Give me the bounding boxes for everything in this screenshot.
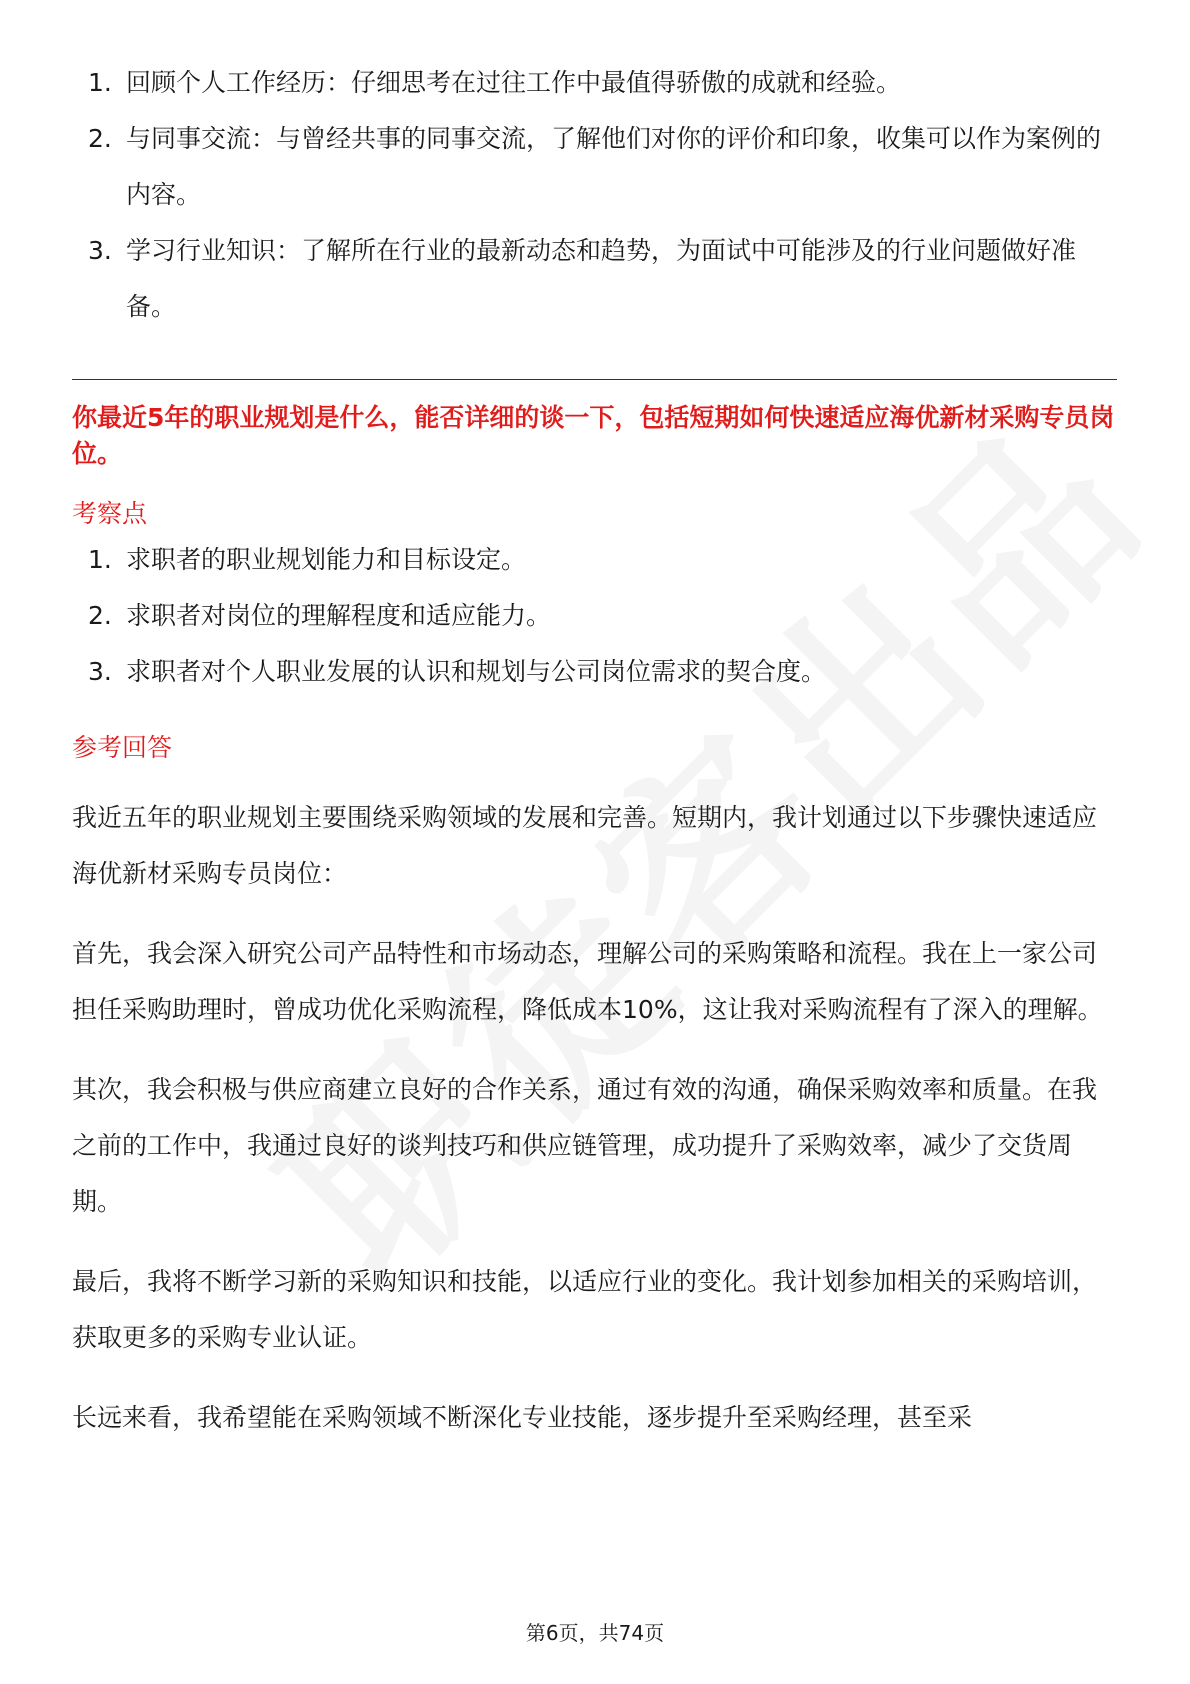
list-item [72, 644, 1117, 700]
list-number: 2. [88, 124, 112, 153]
page-footer: 第6页，共74页 [525, 1621, 665, 1645]
page-content [72, 55, 1117, 1446]
list-item-text: 求职者对个人职业发展的认识和规划与公司岗位需求的契合度。 [126, 657, 827, 686]
list-item-text: 与同事交流：与曾经共事的同事交流，了解他们对你的评价和印象，收集可以作为案例的内容。 [126, 124, 1102, 209]
answer-paragraph: 其次，我会积极与供应商建立良好的合作关系，通过有效的沟通，确保采购效率和质量。在我之前的工作中，我通过良好的谈判技巧和供应链管理，成功提升了采购效率，减少了交货周期。 [72, 1075, 1098, 1216]
answer-paragraph: 长远来看，我希望能在采购领域不断深化专业技能，逐步提升至采购经理，甚至采 [72, 1403, 973, 1432]
list-number: 3. [88, 236, 112, 265]
list-number: 1. [88, 545, 112, 574]
prep-steps-list [72, 55, 1117, 335]
list-item-text: 求职者的职业规划能力和目标设定。 [126, 545, 527, 574]
answer-paragraph: 最后，我将不断学习新的采购知识和技能，以适应行业的变化。我计划参加相关的采购培训，获取更多的采购专业认证。 [72, 1267, 1098, 1352]
section-divider [72, 379, 1117, 380]
answer-paragraph: 我近五年的职业规划主要围绕采购领域的发展和完善。短期内，我计划通过以下步骤快速适应海优新材采购专员岗位： [72, 803, 1098, 888]
list-item [72, 532, 1117, 588]
list-item [72, 223, 1117, 335]
interview-question: 你最近5年的职业规划是什么，能否详细的谈一下，包括短期如何快速适应海优新材采购专员岗位。 [72, 403, 1115, 468]
list-item [72, 588, 1117, 644]
list-item [72, 55, 1117, 111]
list-number: 2. [88, 601, 112, 630]
list-number: 1. [88, 68, 112, 97]
list-item-text: 回顾个人工作经历：仔细思考在过往工作中最值得骄傲的成就和经验。 [126, 68, 902, 97]
list-number: 3. [88, 657, 112, 686]
list-item-text: 学习行业知识：了解所在行业的最新动态和趋势，为面试中可能涉及的行业问题做好准备。 [126, 236, 1077, 321]
answer-body [72, 790, 1117, 1446]
points-heading: 考察点 [72, 499, 148, 528]
answer-paragraph: 首先，我会深入研究公司产品特性和市场动态，理解公司的采购策略和流程。我在上一家公司担任采购助理时，曾成功优化采购流程，降低成本10%，这让我对采购流程有了深入的理解。 [72, 939, 1103, 1024]
assessment-points-list [72, 532, 1117, 700]
answer-heading: 参考回答 [72, 733, 173, 762]
list-item-text: 求职者对岗位的理解程度和适应能力。 [126, 601, 552, 630]
list-item [72, 111, 1117, 223]
